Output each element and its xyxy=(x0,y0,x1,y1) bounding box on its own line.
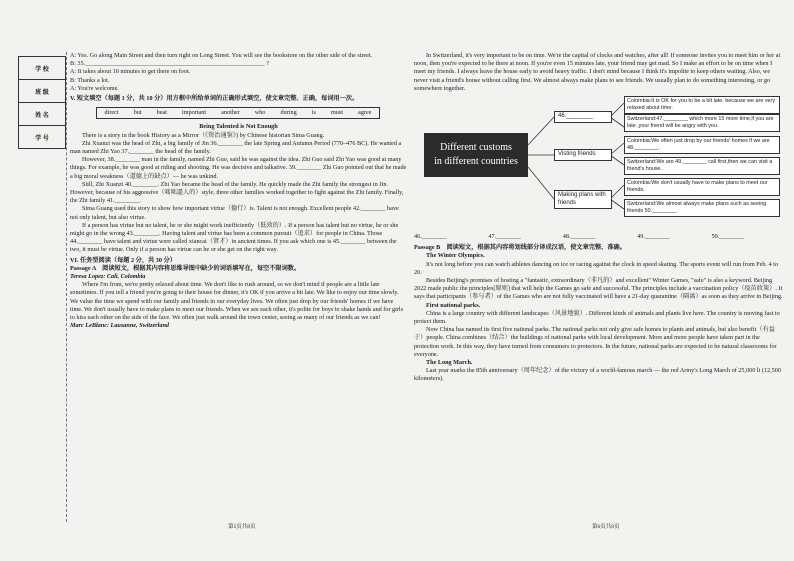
leaf-switzerland-time: Switzerland:47.________ which more 15 more time,if you are late ,your friend will be angry with you. xyxy=(624,114,780,132)
section-6-title: VI. 任务型阅读（每题 2 分，共 30 分） xyxy=(70,256,176,264)
word-item: agree xyxy=(358,109,372,117)
mind-map-center xyxy=(424,133,528,177)
story-paragraph: If a person has virtue but no talent, he or she might work inefficiently（低效的）. If a person has talent but no virtue, he or she might go in the wrong 43.________. Having talent and virtue has been a common pursuit（追求）for people in China. Those 44.________ have talent and virtue were called xiancai（贤才）in ancient times. If you ask which one is 45.________ between the two, it must be virtue. Only if a person has virtue can he or she get on the right way. xyxy=(70,221,399,254)
word-item: during xyxy=(280,109,297,117)
answer-blank[interactable]: 46.________ xyxy=(414,233,447,241)
center-line: Different customs xyxy=(440,142,512,154)
dialogue-line: B: 35.__________________________________________________________ ? xyxy=(70,60,269,68)
answer-blank[interactable]: 49.________ xyxy=(637,233,670,241)
story-paragraph: Still, Zhi Xuanzi 40.________. Zhi Yao became the head of the family. He quickly made the Zhi family the strongest in Jin. However, because of his aggressive（咄咄逼人的）style, three other families worked together to fight against the Zhi family. Finally, the Zhi family 41.________. xyxy=(70,180,404,205)
marc-heading: Marc LeBlanc: Lausanne, Switzerland xyxy=(70,322,170,330)
page-number-right: 第6页共8页 xyxy=(592,524,620,530)
march-title: The Long March. xyxy=(426,359,473,367)
center-line: in different countries xyxy=(434,156,518,168)
parks-title: First national parks. xyxy=(426,301,481,309)
story-paragraph: Zhi Xuanzi was the head of Zhi, a big family of Jin 36.________ the late Spring and Autumn Period (770–476 BC). He wanted a man named Zhi Yao 37.________ the head of the family. xyxy=(70,139,402,156)
leaf-switzerland-plans: Switzerland:We almost always make plans such as seeing friends 50.________. xyxy=(624,199,780,217)
answer-blank[interactable]: 50.________ xyxy=(711,233,744,241)
dialogue-line: B: Thanks a lot. xyxy=(70,76,110,84)
leaf-switzerland-visit: Switzerland:We are 49.________ call first,then we can visit a friend's house. xyxy=(624,157,780,175)
mind-map xyxy=(414,95,784,231)
binding-dash-line xyxy=(66,52,67,522)
word-item: beat xyxy=(156,109,167,117)
word-item: but xyxy=(133,109,142,117)
word-item: another xyxy=(221,109,240,117)
page-number-left: 第5页共8页 xyxy=(228,524,256,530)
word-item: is xyxy=(311,109,316,117)
parks-paragraph: China is a large country with different landscapes（风景地貌）. Different kinds of animals and plants live here. The country is moving fast to protect them. xyxy=(414,309,780,326)
marc-paragraph: In Switzerland, it's very important to be on time. We're the capital of clocks and watches, after all! If someone invites you to meet him or her at noon, then you're expected to be there at noon. If you're even 15 minutes late, your friend may get mad. So I make an effort to be on time when I meet my friends. I always leave the house early to avoid heavy traffic. I don't mind because I think it's impolite to keep others waiting. Also, we never visit a friend's house without calling first. We almost always make plans to see friends. We usually plan to do something interesting, or go somewhere together. xyxy=(414,52,781,92)
word-item: direct xyxy=(104,109,119,117)
winter-paragraph: It's not long before you can watch athletes dancing on ice or racing against the clock in speed skating. The sports event will run from Feb. 4 to 20. xyxy=(414,260,779,276)
student-info-sidebar xyxy=(18,56,66,149)
answer-blank[interactable]: 48.________ xyxy=(562,233,596,241)
word-item: who xyxy=(254,109,266,117)
school-label: 学 校 xyxy=(19,57,66,80)
passage-a-title: Passage A 阅读短文，根据其内容将思维导图中缺少的词语填写在，每空不限词数。 xyxy=(70,264,301,272)
parks-paragraph: Now China has named its first five national parks. The national parks not only give safe homes to plants and animals, but also benefit（有益于）people. China combines（结合）the buildings of national parks with local development. More and more people have taken part in the protection work. In this way, they have turned from consumers to protectors. In the future, national parks are expected to be natural classrooms for everyone. xyxy=(414,326,777,358)
leaf-colombia-visit: Colombia:We often just drop by our friends' homes if we are 48.________. xyxy=(624,136,780,154)
leaf-colombia-time: Colombia:It is OK for you to be a bit late. because we are very relaxed about time. xyxy=(624,96,780,114)
word-item: must xyxy=(330,109,343,117)
passage-b-title: Passage B 阅读短文，根据其内容将划线部分译成汉语，使文章完整、准确。 xyxy=(414,244,626,252)
story-paragraph: There is a story in the book History as a Mirror（《资治通鉴》) by Chinese historian Sima Guang. xyxy=(82,131,325,139)
march-paragraph: Last year marks the 85th anniversary（周年纪念）of the victory of a world-famous march — the red Army's Long March of 25,000 li (12,500 kilometers). xyxy=(414,367,781,383)
teresa-paragraph: Where I'm from, we're pretty relaxed about time. We don't like to rush around, so we don't mind if people are a little late sometimes. If you tell a friend you're going to their house for dinner, it's OK if you arrive a bit late. We like to enjoy our time slowly. We value the time we spend with our family and friends in our everyday lives. We often just drop by our friends' homes if we have time. We don't usually have to make plans to meet our friends. When we see each other, it's polite for boys to shake hands and for girls to kiss each other on the side of the face. We often just walk around the town center, seeing as many of our friends as we can! xyxy=(70,281,404,322)
dialogue-line: A: Yes. Go along Main Street and then turn right on Long Street. You will see the bookstore on the other side of the street. xyxy=(70,52,373,59)
word-item: important xyxy=(182,109,207,117)
dialogue-line: A: You're welcome. xyxy=(70,84,119,92)
story-paragraph: Sima Guang used this story to show how important virtue（德行）is. Talent is not enough. Excellent people 42.________ have not only talent, but also virtue. xyxy=(70,205,399,221)
leaf-colombia-plans: Colombia:We don't usually have to make plans to meet our friends. xyxy=(624,178,780,196)
winter-title: The Winter Olympics. xyxy=(426,252,485,260)
left-page xyxy=(70,52,407,331)
dialogue-line: A: It takes about 10 minutes to get there on foot. xyxy=(70,68,191,76)
student-number-label: 学 号 xyxy=(19,126,66,149)
word-box xyxy=(96,107,380,119)
section-5-title: V. 短文填空（每题 1 分，共 10 分）用方框中所给单词的正确形式填空，使文章完整、正确，每词用一次。 xyxy=(70,95,359,103)
node-visiting-friends: Visting friends xyxy=(554,149,612,161)
node-making-plans: Making plans with friends xyxy=(554,190,612,209)
story-title: Being Talented is Not Enough xyxy=(199,123,278,131)
right-page xyxy=(414,52,784,384)
name-label: 姓 名 xyxy=(19,103,66,126)
class-label: 班 级 xyxy=(19,80,66,103)
answer-blank[interactable]: 47.________ xyxy=(488,233,521,241)
story-paragraph: However, 38.________ man in the family, named Zhi Guo, said he was against the idea. Zhi Guo said Zhi Yao was good at many things. For example, he was good at riding and shooting. He was decisive and talkative. 39.________ Zhi Guo pointed out that he made a big moral weakness（道德上的缺点）— he was unkind. xyxy=(70,156,407,180)
answer-blanks xyxy=(414,233,744,241)
node-46: 46.________ xyxy=(554,111,612,123)
winter-paragraph: Besides Beijing's promises of hosting a "fantastic, extraordinary（非凡的）and excellent" Winter Games, "safe" is also a keyword. Beijing 2022 made public the principles[原则] that will help the Games go safe and successful. The principles include a vaccination policy（疫苗政策）. It says that participants（参与者）of the Games who are not fully vaccinated will have a 21-day quarantine（隔离）as soon as they arrive in Beijing. xyxy=(414,277,783,301)
teresa-heading: Teresa Lopez: Cali, Colombia xyxy=(70,273,146,281)
